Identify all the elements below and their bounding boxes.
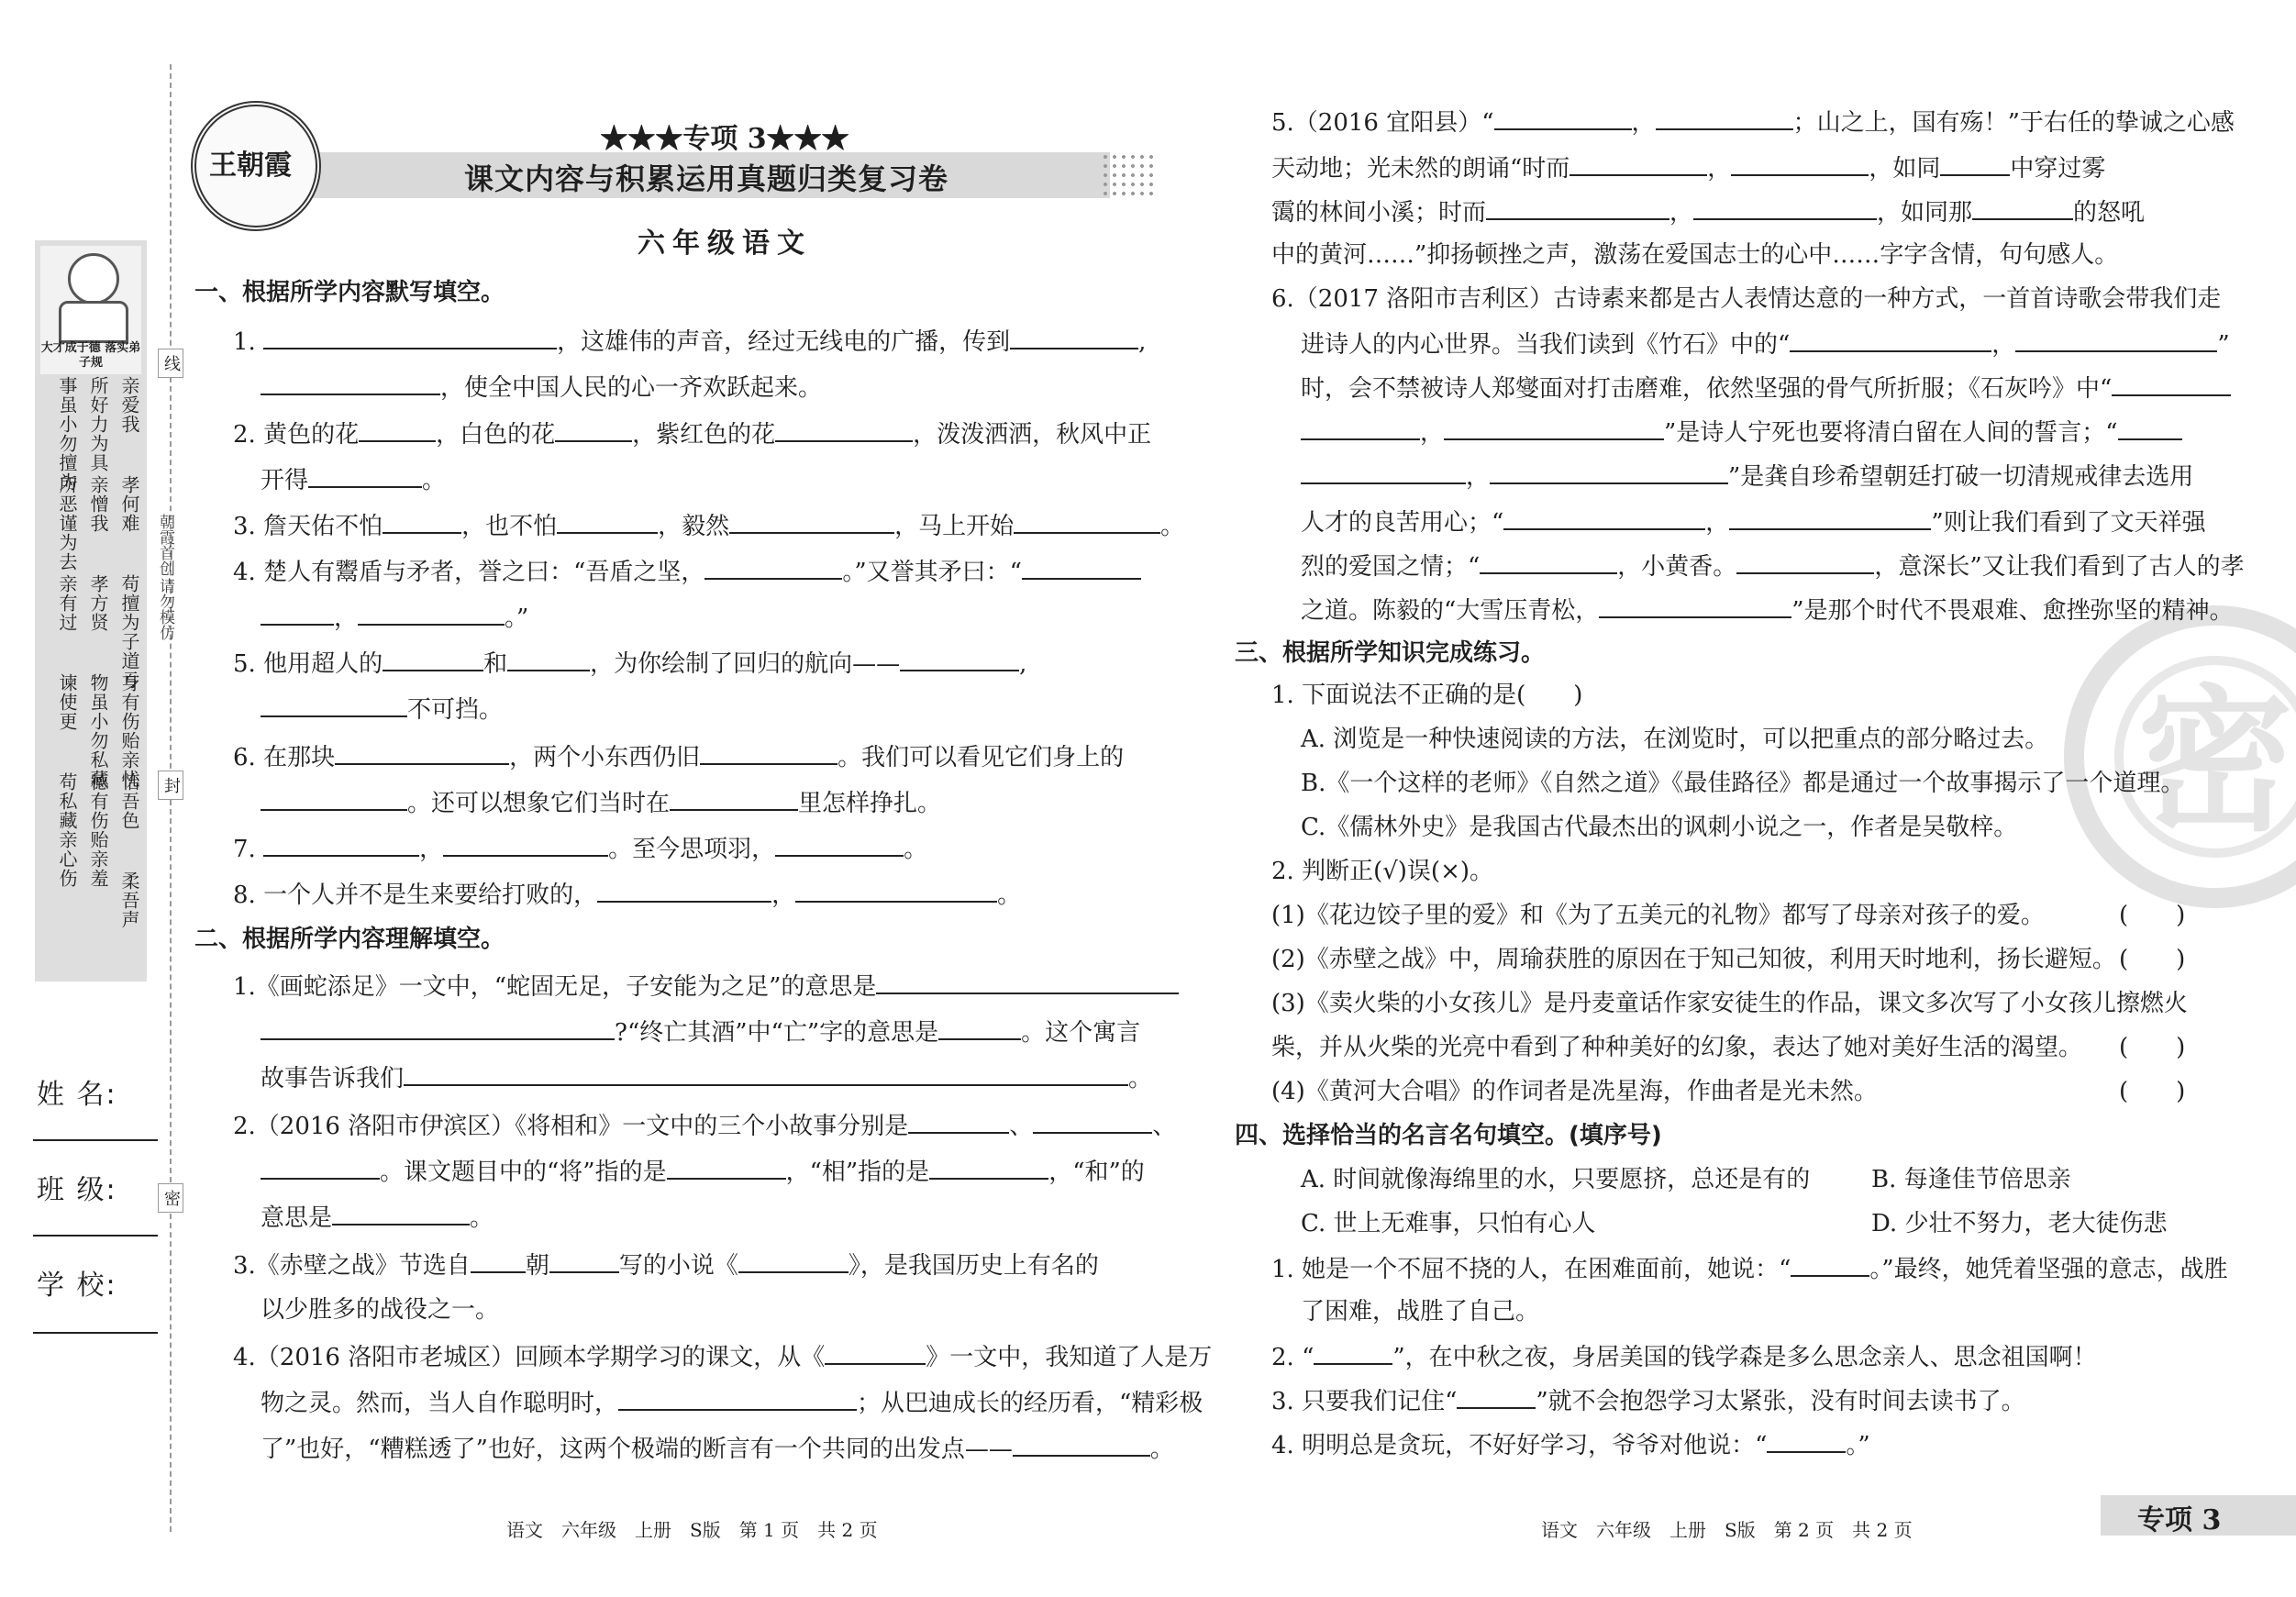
motto-column: 亲憎我: [87, 475, 109, 533]
u1-line3: 故事告诉我们 。: [261, 1062, 1152, 1093]
blank[interactable]: [618, 1387, 857, 1411]
footer-right: 语文 六年级 上册 S版 第 2 页 共 2 页: [1541, 1519, 1913, 1541]
q6-line1: 6. 在那块 ，两个小东西仍旧 。我们可以看见它们身上的: [233, 741, 1124, 772]
blank[interactable]: [876, 970, 1179, 994]
r6-line4: ， ”是诗人宁死也要将清白留在人间的誓言；“: [1301, 416, 2182, 448]
blank[interactable]: [1494, 106, 1632, 130]
blank[interactable]: [557, 510, 658, 534]
school-field[interactable]: [33, 1332, 158, 1334]
blank[interactable]: [597, 879, 771, 903]
blank[interactable]: [729, 510, 894, 534]
fold-note-2: 请勿模仿: [156, 578, 174, 640]
t2-answer-2[interactable]: ( ): [2119, 946, 2186, 973]
blank[interactable]: [1503, 506, 1705, 530]
blank[interactable]: [738, 1249, 849, 1273]
blank[interactable]: [332, 1202, 470, 1225]
motto-header-illustration: [40, 246, 141, 374]
u2-line2: 。课文题目中的“将”指的是 ，“相”指的是 ，“和”的: [261, 1156, 1145, 1187]
r5-line3: 霭的林间小溪；时而 ， ，如同那 的怒吼: [1271, 196, 2145, 227]
blank[interactable]: [908, 1110, 1009, 1134]
blank[interactable]: [1736, 550, 1874, 574]
blank[interactable]: [1013, 1433, 1150, 1457]
motto-column: 苟擅为子道亏: [118, 574, 140, 690]
motto-column: 事虽小勿擅为: [56, 376, 78, 492]
t2-question: 2. 判断正(√)误(×)。: [1271, 858, 1493, 885]
blank[interactable]: [1490, 460, 1728, 484]
blank[interactable]: [261, 1016, 615, 1040]
footer-left: 语文 六年级 上册 S版 第 1 页 共 2 页: [506, 1519, 878, 1541]
t2-item-1: (1)《花边饺子里的爱》和《为了五美元的礼物》都写了母亲对孩子的爱。: [1271, 902, 2045, 929]
blank[interactable]: [670, 787, 798, 811]
m3-line: 3. 只要我们记住“ ”就不会抱怨学习太紧张，没有时间去读书了。: [1271, 1385, 2025, 1416]
u4-line1: 4.（2016 洛阳市老城区）回顾本学期学习的课文，从《 》一文中，我知道了人是万: [233, 1341, 1212, 1372]
fold-label-mi: 密: [158, 1183, 183, 1213]
blank[interactable]: [1486, 196, 1669, 220]
brand-logo-text: 王朝霞: [209, 150, 292, 182]
scholar-head-icon: [68, 253, 119, 305]
section-1-heading: 一、根据所学内容默写填空。: [194, 279, 505, 306]
corner-tag-text: 专项 3: [2137, 1504, 2222, 1536]
q4-line1: 4. 楚人有鬻盾与矛者，誉之曰：“吾盾之坚， 。”又誉其矛曰：“: [233, 556, 1141, 587]
t1-option-b[interactable]: B.《一个这样的老师》《自然之道》《最佳路径》都是通过一个故事揭示了一个道理。: [1301, 770, 2185, 797]
blank[interactable]: [1022, 556, 1141, 580]
blank[interactable]: [825, 1341, 926, 1365]
section-4-heading: 四、选择恰当的名言名句填空。(填序号): [1235, 1122, 1662, 1149]
blank[interactable]: [1791, 1253, 1869, 1277]
q3-line: 3. 詹天佑不怕 ，也不怕 ，毅然 ，马上开始 。: [233, 510, 1184, 541]
blank[interactable]: [1010, 326, 1138, 349]
school-label: 学 校:: [37, 1270, 117, 1302]
blank[interactable]: [263, 833, 419, 857]
q8-line: 8. 一个人并不是生来要给打败的， ， 。: [233, 879, 1021, 910]
blank[interactable]: [2118, 416, 2182, 440]
m1-line2: 了困难，战胜了自己。: [1301, 1298, 1540, 1325]
blank[interactable]: [261, 787, 407, 811]
t2-answer-1[interactable]: ( ): [2119, 902, 2186, 929]
blank[interactable]: [667, 1156, 786, 1180]
t2-answer-3[interactable]: ( ): [2119, 1034, 2186, 1061]
motto-column: 怡吾色: [118, 772, 140, 830]
confidential-seal-char: 密: [2136, 670, 2293, 853]
motto-column: 所恶谨为去: [56, 475, 78, 571]
motto-column: 苟私藏亲心伤: [56, 772, 78, 888]
t1-option-c[interactable]: C.《儒林外史》是我国古代最杰出的讽刺小说之一，作者是吴敬梓。: [1301, 814, 2018, 841]
scholar-body-icon: [59, 301, 128, 343]
r6-line5: ， ”是龚自珍希望朝廷打破一切清规戒律去选用: [1301, 460, 2193, 492]
motto-column: 物虽小勿私藏: [87, 673, 109, 789]
blank[interactable]: [443, 833, 608, 857]
u4-line2: 物之灵。然而，当人自作聪明时， ；从巴迪成长的经历看，“精彩极: [261, 1387, 1203, 1418]
blank[interactable]: [261, 602, 334, 626]
blank[interactable]: [1569, 152, 1707, 176]
m4-line: 4. 明明总是贪玩，不好好学习，爷爷对他说：“ 。”: [1271, 1429, 1870, 1460]
blank[interactable]: [1693, 196, 1877, 220]
blank[interactable]: [404, 1062, 1128, 1086]
m2-line: 2. “ ”，在中秋之夜，身居美国的钱学森是多么思念亲人、思念祖国啊！: [1271, 1341, 2097, 1372]
blank[interactable]: [1731, 152, 1869, 176]
q5-line1: 5. 他用超人的 和 ，为你绘制了回归的航向—— ,: [233, 648, 1026, 679]
motto-column: 孝方贤: [87, 574, 109, 632]
blank[interactable]: [471, 1249, 526, 1273]
name-field[interactable]: [33, 1139, 158, 1141]
motto-column: 身有伤贻亲忧: [118, 673, 140, 789]
t2-item-2: (2)《赤壁之战》中，周瑜获胜的原因在于知己知彼，利用天时地利，扬长避短。: [1271, 946, 2116, 973]
blank[interactable]: [1656, 106, 1793, 130]
q1-line1: 1. ，这雄伟的声音，经过无线电的广播，传到 ,: [233, 326, 1146, 357]
fold-note-1: 朝霞首创: [156, 514, 174, 576]
motto-column: 孝何难: [118, 475, 140, 533]
motto-column: 柔吾声: [118, 871, 140, 929]
blank[interactable]: [1599, 594, 1791, 618]
blank[interactable]: [1940, 152, 2010, 176]
blank[interactable]: [555, 418, 632, 442]
q2-line1: 2. 黄色的花 ，白色的花 ，紫红色的花 ，泼泼洒洒，秋风中正: [233, 418, 1151, 449]
class-field[interactable]: [33, 1235, 158, 1237]
blank[interactable]: [261, 372, 440, 395]
r6-line7: 烈的爱国之情；“ ，小黄香。 ，意深长”又让我们看到了古人的孝: [1301, 550, 2245, 582]
motto-column: 亲有过: [56, 574, 78, 632]
blank[interactable]: [1480, 550, 1617, 574]
u3-line2: 以少胜多的战役之一。: [261, 1296, 500, 1324]
r6-line1: 6.（2017 洛阳市吉利区）古诗素来都是古人表情达意的一种方式，一首首诗歌会带我们走: [1271, 285, 2222, 313]
m1-line1: 1. 她是一个不屈不挠的人，在困难面前，她说：“ 。”最终，她凭着坚强的意志，战胜: [1271, 1253, 2228, 1284]
blank[interactable]: [1014, 510, 1160, 534]
special-tag: ★★★专项 3★★★: [600, 123, 849, 155]
fold-label-feng: 封: [158, 771, 183, 800]
u1-line1: 1.《画蛇添足》一文中，“蛇固无足，子安能为之足”的意思是: [233, 970, 1179, 1002]
blank[interactable]: [775, 418, 913, 442]
r6-line3: 时，会不禁被诗人郑燮面对打击磨难，依然坚强的骨气所折服；《石灰吟》中“: [1301, 372, 2231, 404]
u2-line3: 意思是 。: [261, 1202, 494, 1233]
motto-column: 所好力为具: [87, 376, 109, 472]
blank[interactable]: [1444, 416, 1664, 440]
blank[interactable]: [1301, 416, 1420, 440]
blank[interactable]: [1457, 1385, 1536, 1409]
blank[interactable]: [507, 648, 590, 671]
option-d: D. 少壮不努力，老大徒伤悲: [1871, 1210, 2168, 1237]
r6-line6: 人才的良苦用心；“ ， ”则让我们看到了文天祥强: [1301, 506, 2206, 538]
r5-line2: 天动地；光未然的朗诵“时而 ， ，如同 中穿过雾: [1271, 152, 2105, 183]
motto-column: 谏使更: [56, 673, 78, 731]
class-label: 班 级:: [37, 1174, 117, 1206]
section-2-heading: 二、根据所学内容理解填空。: [194, 926, 505, 953]
r6-line2: 进诗人的内心世界。当我们读到《竹石》中的“ ， ”: [1301, 328, 2230, 360]
option-b: B. 每逢佳节倍思亲: [1871, 1166, 2071, 1193]
blank[interactable]: [704, 556, 842, 580]
r6-line8: 之道。陈毅的“大雪压青松， ”是那个时代不畏艰难、愈挫弥坚的精神。: [1301, 594, 2234, 626]
blank[interactable]: [1314, 1341, 1392, 1365]
blank[interactable]: [1767, 1429, 1846, 1453]
blank[interactable]: [1729, 506, 1931, 530]
name-label: 姓 名:: [37, 1079, 117, 1111]
fold-label-xian: 线: [158, 349, 183, 378]
blank[interactable]: [929, 1156, 1048, 1180]
r5-line4: 中的黄河……”抑扬顿挫之声，激荡在爱国志士的心中……字字含情，句句感人。: [1271, 241, 2119, 269]
blank[interactable]: [700, 741, 837, 765]
q5-line2: 不可挡。: [261, 693, 503, 725]
t2-item-4: (4)《黄河大合唱》的作词者是冼星海，作曲者是光未然。: [1271, 1078, 1878, 1105]
blank[interactable]: [900, 648, 1019, 671]
page-subtitle: 六年级语文: [638, 227, 812, 260]
t1-question[interactable]: 1. 下面说法不正确的是( ): [1271, 682, 1583, 709]
blank[interactable]: [383, 510, 461, 534]
u4-line3: 了”也好，“糟糕透了”也好，这两个极端的断言有一个共同的出发点—— 。: [261, 1433, 1174, 1464]
motto-column: 亲爱我: [118, 376, 140, 434]
u2-line1: 2.（2016 洛阳市伊滨区）《将相和》一文中的三个小故事分别是 、 、: [233, 1110, 1176, 1141]
blank[interactable]: [261, 1156, 380, 1180]
option-c: C. 世上无难事，只怕有心人: [1301, 1210, 1596, 1237]
blank[interactable]: [383, 648, 483, 671]
q1-line2: ，使全中国人民的心一齐欢跃起来。: [261, 372, 822, 403]
motto-header-text: 大才成于德 落实弟子规: [40, 341, 141, 370]
blank[interactable]: [358, 602, 505, 626]
blank[interactable]: [359, 418, 436, 442]
r5-line1: 5.（2016 宜阳县）“ ， ；山之上，国有殇！”于右任的挚诚之心感: [1271, 106, 2235, 138]
blank[interactable]: [795, 879, 997, 903]
blank[interactable]: [1972, 196, 2073, 220]
q6-line2: 。还可以想象它们当时在 里怎样挣扎。: [261, 787, 941, 818]
blank[interactable]: [775, 833, 904, 857]
blank[interactable]: [1301, 460, 1466, 484]
u1-line2: ?“终亡其酒”中“亡”字的意思是 。这个寓言: [261, 1016, 1140, 1048]
q7-line: 7. ， 。至今思项羽， 。: [233, 833, 927, 864]
q4-line2: ， 。”: [261, 602, 528, 633]
motto-column: 德有伤贻亲羞: [87, 772, 109, 888]
t2-item-3a: (3)《卖火柴的小女孩儿》是丹麦童话作家安徒生的作品，课文多次写了小女孩儿擦燃火: [1271, 990, 2188, 1017]
page-title: 课文内容与积累运用真题归类复习卷: [463, 161, 948, 196]
q2-line2: 开得 。: [261, 464, 446, 495]
section-3-heading: 三、根据所学知识完成练习。: [1235, 639, 1546, 667]
t2-answer-4[interactable]: ( ): [2119, 1078, 2186, 1105]
u3-line1: 3.《赤壁之战》节选自 朝 写的小说《 》，是我国历史上有名的: [233, 1249, 1099, 1281]
blank[interactable]: [938, 1016, 1021, 1040]
t1-option-a[interactable]: A. 浏览是一种快速阅读的方法，在浏览时，可以把重点的部分略过去。: [1301, 726, 2049, 753]
option-a: A. 时间就像海绵里的水，只要愿挤，总还是有的: [1301, 1166, 1811, 1193]
blank[interactable]: [308, 464, 422, 488]
blank[interactable]: [1790, 328, 1991, 352]
blank[interactable]: [261, 693, 407, 717]
t2-item-3b: 柴，并从火柴的光亮中看到了种种美好的幻象，表达了她对美好生活的渴望。: [1271, 1034, 2083, 1061]
blank[interactable]: [2112, 372, 2231, 396]
blank[interactable]: [335, 741, 509, 765]
blank[interactable]: [2015, 328, 2217, 352]
blank[interactable]: [263, 326, 557, 349]
blank[interactable]: [1033, 1110, 1152, 1134]
blank[interactable]: [549, 1249, 619, 1273]
